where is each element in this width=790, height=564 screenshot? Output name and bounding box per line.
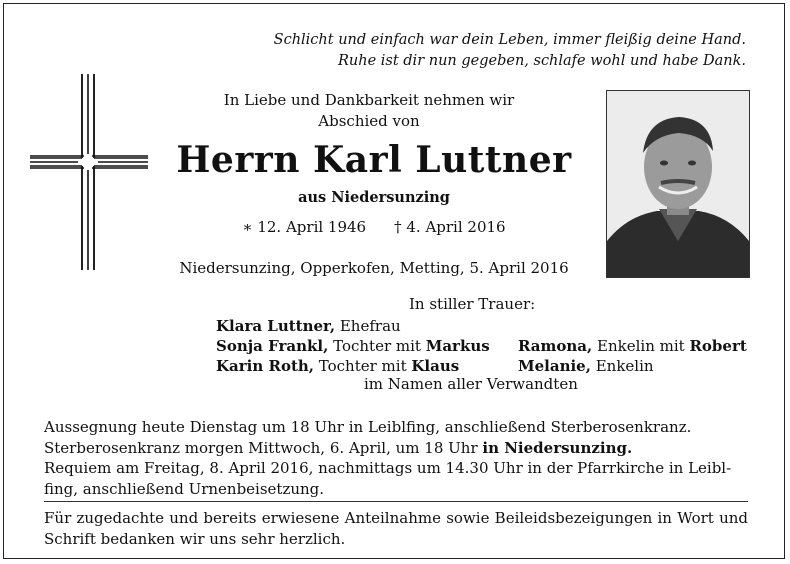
mourners-title: In stiller Trauer: — [409, 295, 536, 313]
cross-icon — [30, 74, 148, 270]
life-dates — [164, 218, 584, 236]
portrait-photo — [606, 90, 750, 278]
portrait-silhouette-icon — [607, 91, 749, 277]
mourner-relation: Tochter mit — [314, 357, 412, 375]
mourner-name: Karin Roth, — [216, 357, 315, 375]
mourner-relation: Enkelin mit — [592, 337, 690, 355]
service-line-3: Requiem am Freitag, 8. April 2016, nachmittags um 14.30 Uhr in der Pfarrkirche in Leibl- — [44, 459, 732, 477]
death-date: † 4. April 2016 — [394, 218, 506, 236]
mourner-name: Melanie, — [518, 357, 591, 375]
divider — [44, 501, 748, 502]
service-info — [44, 417, 748, 499]
mourner-name: Klara Luttner, — [216, 317, 336, 335]
deceased-name: Herrn Karl Luttner — [176, 139, 572, 181]
mourner-row — [216, 316, 401, 336]
service-line-2 — [44, 438, 748, 459]
mourner-child: Klaus — [411, 357, 460, 375]
origin: aus Niedersunzing — [298, 189, 450, 206]
mourner-name: Sonja Frankl, — [216, 337, 329, 355]
mourner-row — [518, 356, 654, 376]
intro-line-1: In Liebe und Dankbarkeit nehmen wir — [223, 91, 515, 109]
intro-line-2: Abschied von — [318, 112, 420, 130]
service-line-2-place: in Niedersunzing. — [482, 438, 633, 457]
mourner-child: Robert — [689, 337, 747, 355]
mourner-relation: Enkelin — [590, 357, 654, 375]
thanks-text: Für zugedachte und bereits erwiesene Anteilnahme sowie Beileidsbezeigungen in Wort und Schrift bedanken wir uns sehr herzlich. — [44, 509, 748, 548]
service-line-4: fing, anschließend Urnenbeisetzung. — [44, 479, 325, 498]
mourner-name: Ramona, — [518, 337, 593, 355]
mourner-child: Markus — [425, 337, 490, 355]
obituary-notice — [3, 3, 785, 559]
service-line-2-text: Sterberosenkranz morgen Mittwoch, 6. April, um 18 Uhr — [44, 438, 483, 457]
place-date: Niedersunzing, Opperkofen, Metting, 5. April 2016 — [179, 259, 569, 277]
mourner-row — [518, 336, 747, 356]
mourner-relation: Tochter mit — [328, 337, 426, 355]
verse-line-1: Schlicht und einfach war dein Leben, immer fleißig deine Hand. — [273, 32, 746, 48]
birth-date: ∗ 12. April 1946 — [242, 218, 367, 236]
mourner-row — [216, 356, 459, 376]
service-line-1: Aussegnung heute Dienstag um 18 Uhr in Leiblfing, anschließend Sterberosenkranz. — [44, 418, 692, 436]
verse — [274, 30, 746, 72]
intro-text — [164, 90, 574, 132]
mourner-relation: Ehefrau — [335, 317, 401, 335]
mourners-footer: im Namen aller Verwandten — [364, 375, 578, 393]
verse-line-2: Ruhe ist dir nun gegeben, schlafe wohl und habe Dank. — [337, 53, 746, 69]
mourner-row — [216, 336, 490, 356]
